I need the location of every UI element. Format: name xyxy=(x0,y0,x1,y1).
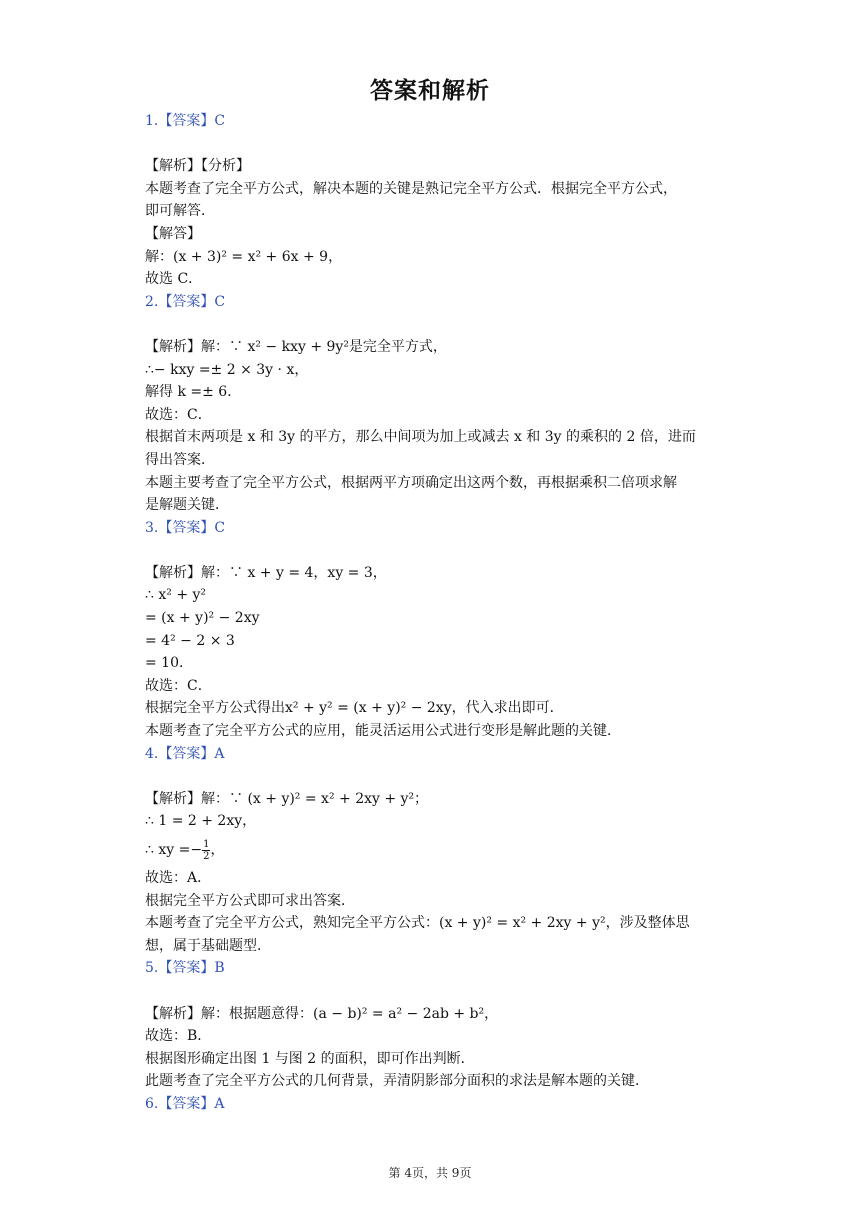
analysis-line: 【解析】解：∵ x² − kxy + 9y²是完全平方式， xyxy=(145,338,447,355)
analysis-line: 解：(x + 3)² = x² + 6x + 9， xyxy=(145,248,343,265)
analysis-line: 本题主要考查了完全平方公式，根据两平方项确定出这两个数，再根据乘积二倍项求解 xyxy=(145,474,677,491)
page-footer: 第 4页，共 9页 xyxy=(388,1166,472,1180)
fraction-denominator: 2 xyxy=(203,850,210,862)
answer-content xyxy=(145,110,720,1116)
analysis-line: = 4² − 2 × 3 xyxy=(145,632,235,649)
analysis-line: ∴ 1 = 2 + 2xy， xyxy=(145,813,257,830)
analysis-line: 想，属于基础题型． xyxy=(145,937,271,954)
analysis-line: 故选：A． xyxy=(145,870,212,886)
fraction-suffix: ， xyxy=(210,842,225,858)
analysis-line: 故选 C． xyxy=(145,271,203,288)
analysis-line: 根据图形确定出图 1 与图 2 的面积，即可作出判断． xyxy=(145,1050,475,1067)
answer-label-2: 2.【答案】C xyxy=(145,293,226,310)
analysis-line: ∴ x² + y² xyxy=(145,587,207,604)
analysis-line: 故选：C． xyxy=(145,677,212,694)
analysis-line: 故选：C． xyxy=(145,406,212,423)
analysis-line: 根据完全平方公式即可求出答案． xyxy=(145,892,355,909)
analysis-line: 【解析】【分析】 xyxy=(145,158,250,175)
analysis-line: 本题考查了完全平方公式，解决本题的关键是熟记完全平方公式．根据完全平方公式， xyxy=(145,180,677,197)
answer-label-6: 6.【答案】A xyxy=(145,1095,225,1112)
analysis-line: 【解析】解：根据题意得：(a − b)² = a² − 2ab + b²， xyxy=(145,1005,499,1022)
analysis-line: ∴− kxy =± 2 × 3y · x， xyxy=(145,361,309,378)
analysis-line: 本题考查了完全平方公式的应用，能灵活运用公式进行变形是解此题的关键． xyxy=(145,723,621,740)
analysis-line: 故选：B． xyxy=(145,1028,212,1045)
answer-label-1: 1.【答案】C xyxy=(145,113,226,129)
fraction-line xyxy=(145,833,720,867)
analysis-line: 【解析】解：∵ (x + y)² = x² + 2xy + y²； xyxy=(145,790,429,807)
fraction-prefix: ∴ xy =− xyxy=(145,842,203,858)
page-title: 答案和解析 xyxy=(370,78,490,104)
analysis-line: 根据首末两项是 x 和 3y 的平方，那么中间项为加上或减去 x 和 3y 的乘积的 2 倍，进而 xyxy=(145,429,696,446)
answer-label-3: 3.【答案】C xyxy=(145,519,226,536)
analysis-line: 是解题关键． xyxy=(145,497,229,514)
answer-label-4: 4.【答案】A xyxy=(145,745,225,762)
analysis-line: 解得 k =± 6． xyxy=(145,384,242,401)
analysis-line: = (x + y)² − 2xy xyxy=(145,610,260,627)
analysis-line: 此题考查了完全平方公式的几何背景，弄清阴影部分面积的求法是解本题的关键． xyxy=(145,1073,649,1090)
analysis-line: 得出答案． xyxy=(145,451,215,468)
analysis-line: 【解析】解：∵ x + y = 4，xy = 3， xyxy=(145,564,387,581)
analysis-line: 【解答】 xyxy=(145,225,201,242)
analysis-line: = 10． xyxy=(145,655,193,672)
analysis-line: 根据完全平方公式得出x² + y² = (x + y)² − 2xy，代入求出即可． xyxy=(145,700,564,717)
answer-label-5: 5.【答案】B xyxy=(145,960,225,977)
fraction-numerator: 1 xyxy=(203,838,210,850)
analysis-line: 即可解答． xyxy=(145,203,215,220)
analysis-line: 本题考查了完全平方公式，熟知完全平方公式：(x + y)² = x² + 2xy + y²，涉及整体思 xyxy=(145,915,690,932)
